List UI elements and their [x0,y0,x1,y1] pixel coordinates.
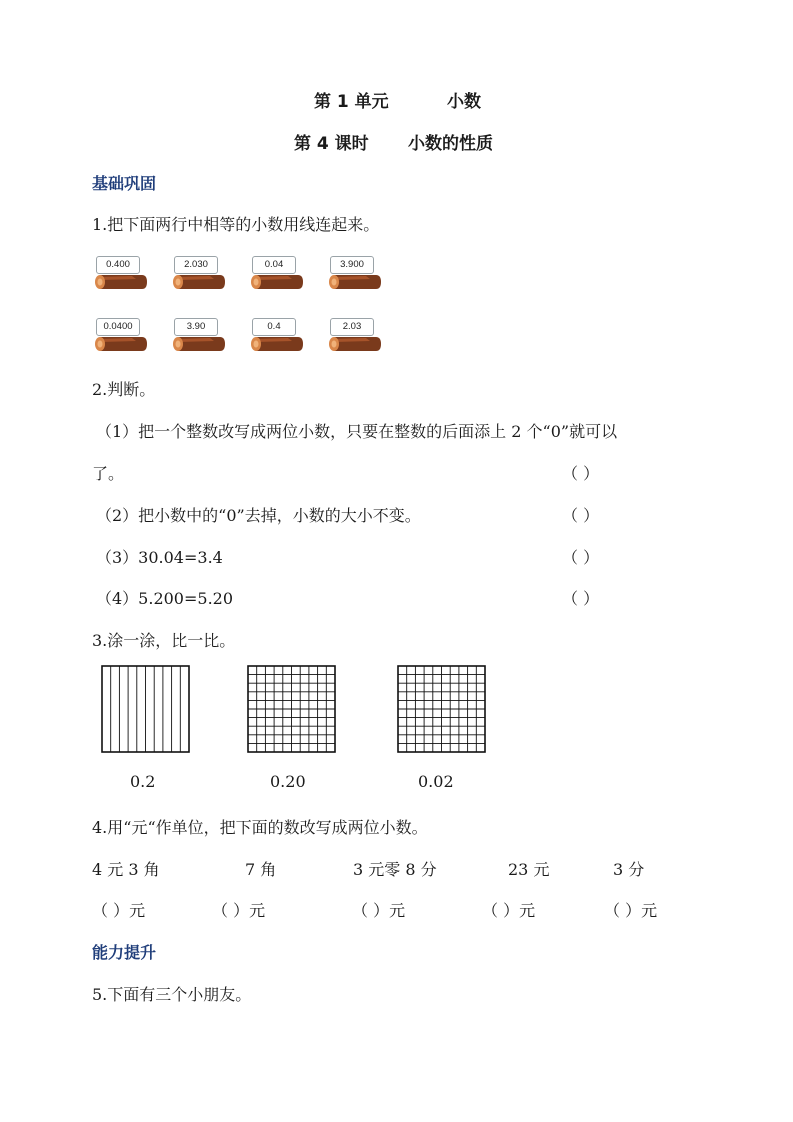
grid-label-1: 0.2 [130,772,156,791]
judge-answer-1[interactable]: （ ） [562,464,600,483]
amount-3: 3 元零 8 分 [353,860,437,879]
log-icon [248,272,306,292]
judge-item-1-line1: （1）把一个整数改写成两位小数，只要在整数的后面添上 2 个“0”就可以 [96,422,618,441]
question-3: 3.涂一涂，比一比。 [92,631,236,650]
section-heading-advanced: 能力提升 [92,943,157,962]
log-card-r1-4[interactable] [326,256,384,298]
grid-label-2: 0.20 [270,772,306,791]
log-label: 0.04 [252,256,296,274]
judge-item-3: （3）30.04=3.4 [96,548,223,567]
question-5: 5.下面有三个小朋友。 [92,985,252,1004]
log-card-r2-4[interactable] [326,318,384,360]
log-card-r2-1[interactable] [92,318,150,360]
judge-item-1-line2: 了。 [92,464,125,483]
log-card-r1-3[interactable] [248,256,306,298]
log-card-r1-1[interactable] [92,256,150,298]
log-card-r2-3[interactable] [248,318,306,360]
answer-blank-3[interactable]: （ ）元 [352,901,406,920]
amount-4: 23 元 [508,860,550,879]
unit-title: 第 1 单元 [314,92,389,112]
log-card-r2-2[interactable] [170,318,228,360]
question-2: 2.判断。 [92,380,156,399]
question-4: 4.用“元“作单位，把下面的数改写成两位小数。 [92,818,428,837]
lesson-topic: 小数的性质 [408,134,493,154]
log-label: 0.0400 [96,318,140,336]
section-heading-basic: 基础巩固 [92,174,157,193]
unit-topic: 小数 [447,92,481,112]
amount-5: 3 分 [613,860,645,879]
answer-blank-2[interactable]: （ ）元 [212,901,266,920]
log-label: 3.90 [174,318,218,336]
amount-2: 7 角 [245,860,277,879]
judge-answer-4[interactable]: （ ） [562,589,600,608]
lesson-title: 第 4 课时 [294,134,369,154]
log-icon [92,272,150,292]
log-label: 2.03 [330,318,374,336]
log-icon [170,334,228,354]
log-label: 2.030 [174,256,218,274]
log-icon [170,272,228,292]
question-1: 1.把下面两行中相等的小数用线连起来。 [92,215,380,234]
log-icon [326,334,384,354]
judge-item-4: （4）5.200=5.20 [96,589,234,608]
log-icon [248,334,306,354]
log-icon [326,272,384,292]
log-card-r1-2[interactable] [170,256,228,298]
log-label: 0.400 [96,256,140,274]
answer-blank-1[interactable]: （ ）元 [92,901,146,920]
amount-1: 4 元 3 角 [92,860,160,879]
log-icon [92,334,150,354]
judge-answer-3[interactable]: （ ） [562,548,600,567]
hundredths-grid-a[interactable] [247,665,336,753]
judge-answer-2[interactable]: （ ） [562,506,600,525]
log-label: 0.4 [252,318,296,336]
grid-label-3: 0.02 [418,772,454,791]
log-label: 3.900 [330,256,374,274]
hundredths-grid-b[interactable] [397,665,486,753]
judge-item-2: （2）把小数中的“0”去掉，小数的大小不变。 [96,506,421,525]
tenths-grid[interactable] [101,665,190,753]
answer-blank-5[interactable]: （ ）元 [604,901,658,920]
answer-blank-4[interactable]: （ ）元 [482,901,536,920]
